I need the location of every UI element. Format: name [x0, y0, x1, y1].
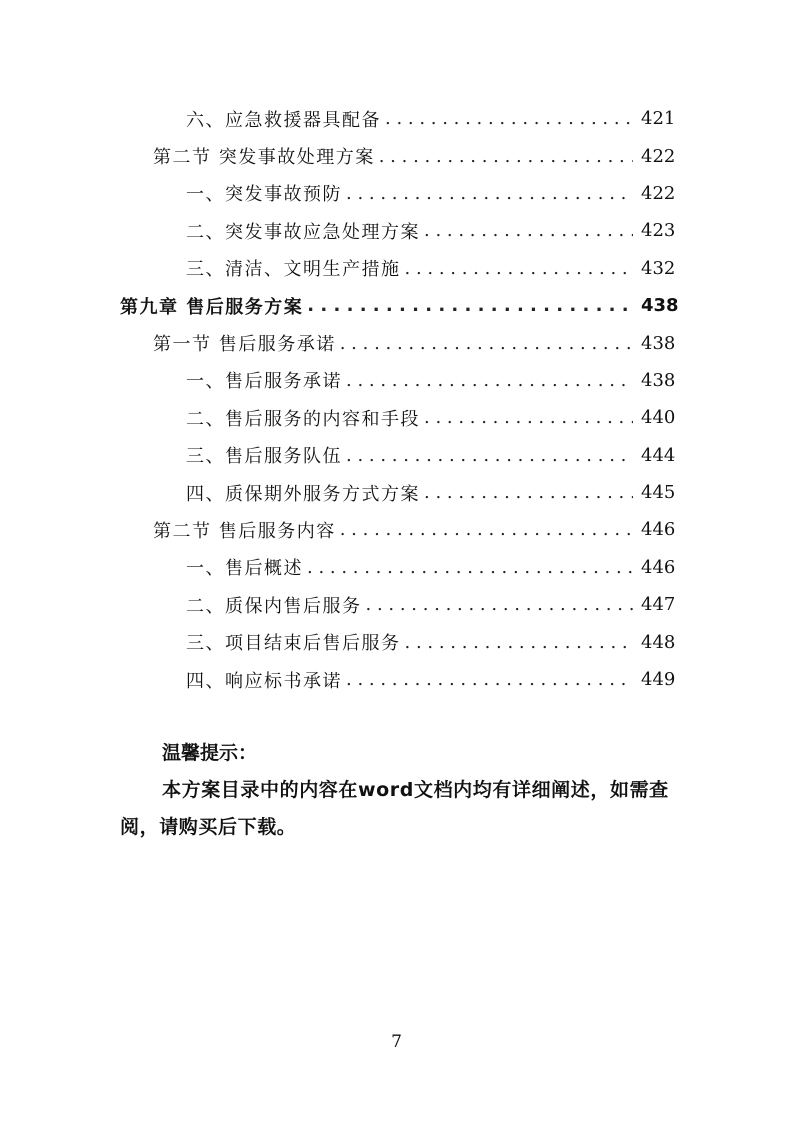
toc-entry-page: 449 [641, 669, 676, 691]
toc-dot-leader [385, 108, 633, 129]
toc-entry[interactable] [0, 100, 793, 137]
reminder-body: 本方案目录中的内容在word文档内均有详细阐述，如需查阅，请购买后下载。 [120, 779, 669, 838]
toc-entry[interactable] [0, 623, 793, 660]
toc-entry-title: 四、响应标书承诺 [186, 667, 346, 693]
toc-entry-title: 第一节 售后服务承诺 [153, 330, 340, 356]
toc-entry[interactable] [0, 287, 793, 324]
toc-entry-page: 438 [641, 295, 679, 317]
toc-dot-leader [346, 370, 633, 391]
toc-entry-title: 第二节 售后服务内容 [153, 517, 340, 543]
page-number: 7 [391, 1032, 402, 1052]
toc-entry-page: 444 [641, 444, 676, 466]
toc-entry[interactable] [0, 586, 793, 623]
toc-entry[interactable] [0, 175, 793, 212]
toc-entry-page: 432 [641, 257, 676, 279]
toc-dot-leader [346, 183, 633, 204]
toc-entry[interactable] [0, 137, 793, 174]
toc-entry[interactable] [0, 549, 793, 586]
reminder-heading: 温馨提示： [162, 742, 258, 764]
toc-entry-title: 三、项目结束后售后服务 [186, 629, 405, 655]
toc-entry-page: 422 [641, 145, 676, 167]
toc-entry-title: 第九章 售后服务方案 [120, 293, 307, 319]
toc-dot-leader [346, 669, 633, 690]
toc-entry-title: 六、应急救援器具配备 [186, 106, 385, 132]
toc-entry-title: 三、清洁、文明生产措施 [186, 255, 405, 281]
toc-dot-leader [307, 557, 633, 578]
toc-entry-page: 445 [641, 482, 676, 504]
toc-dot-leader [405, 258, 634, 279]
toc-dot-leader [366, 594, 634, 615]
toc-entry-page: 446 [641, 556, 676, 578]
toc-entry-title: 一、售后概述 [186, 554, 307, 580]
toc-entry-title: 一、突发事故预防 [186, 180, 346, 206]
toc-entry[interactable] [0, 474, 793, 511]
toc-entry-title: 二、突发事故应急处理方案 [186, 218, 424, 244]
toc-entry-page: 446 [641, 519, 676, 541]
toc-entry-title: 一、售后服务承诺 [186, 367, 346, 393]
toc-entry[interactable] [0, 324, 793, 361]
toc-entry-title: 三、售后服务队伍 [186, 442, 346, 468]
toc-entry[interactable] [0, 212, 793, 249]
toc-entry-title: 二、质保内售后服务 [186, 592, 366, 618]
toc-dot-leader [424, 482, 633, 503]
toc-entry-page: 447 [641, 594, 676, 616]
toc-dot-leader [405, 632, 634, 653]
toc-entry-page: 438 [641, 332, 676, 354]
toc-dot-leader [424, 407, 633, 428]
toc-dot-leader [307, 295, 633, 316]
toc-entry-title: 四、质保期外服务方式方案 [186, 480, 424, 506]
toc-entry-page: 448 [641, 631, 676, 653]
toc-entry[interactable] [0, 511, 793, 548]
toc-dot-leader [379, 146, 633, 167]
toc-entry[interactable] [0, 250, 793, 287]
toc-entry[interactable] [0, 661, 793, 698]
toc-dot-leader [346, 445, 633, 466]
reminder-note [120, 735, 675, 846]
toc-entry[interactable] [0, 437, 793, 474]
toc-entry[interactable] [0, 362, 793, 399]
toc-entry-title: 二、售后服务的内容和手段 [186, 405, 424, 431]
toc-entry-page: 440 [641, 407, 676, 429]
toc-dot-leader [340, 333, 633, 354]
table-of-contents [0, 100, 793, 698]
toc-entry-page: 422 [641, 182, 676, 204]
toc-entry-page: 438 [641, 369, 676, 391]
toc-dot-leader [340, 519, 633, 540]
toc-entry-page: 423 [641, 220, 676, 242]
toc-entry-title: 第二节 突发事故处理方案 [153, 143, 379, 169]
toc-entry[interactable] [0, 399, 793, 436]
toc-entry-page: 421 [641, 108, 676, 130]
toc-dot-leader [424, 220, 633, 241]
